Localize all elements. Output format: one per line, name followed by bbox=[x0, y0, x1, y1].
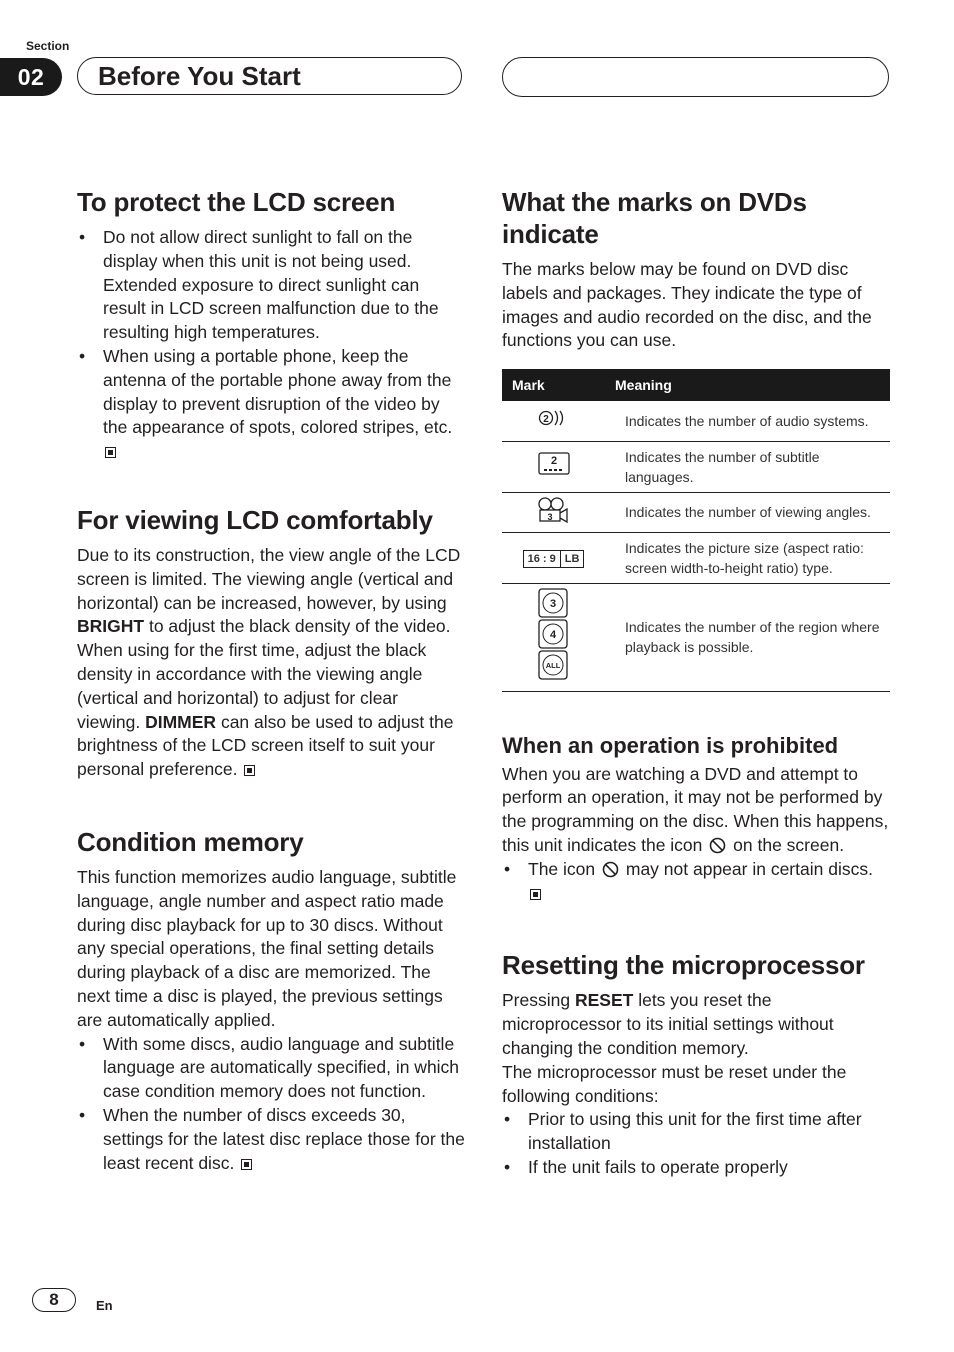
table-header-meaning: Meaning bbox=[605, 369, 890, 401]
list-item: • The icon may not appear in certain discs. bbox=[502, 858, 890, 906]
aspect-ratio-icon: 16 : 9 LB bbox=[502, 532, 605, 583]
svg-text:2: 2 bbox=[550, 455, 557, 468]
table-row bbox=[502, 532, 890, 583]
section-number-badge: 02 bbox=[0, 58, 62, 96]
heading-prohibited: When an operation is prohibited bbox=[502, 732, 839, 758]
list-item: • When the number of discs exceeds 30, settings for the latest disc replace those for the least recent disc. bbox=[77, 1104, 465, 1175]
marks-table bbox=[502, 369, 890, 692]
prohibited-icon bbox=[602, 861, 619, 878]
heading-dvd-marks: What the marks on DVDs indicate bbox=[502, 187, 807, 249]
condition-list bbox=[77, 1033, 465, 1176]
svg-text:2: 2 bbox=[542, 414, 549, 426]
left-column bbox=[77, 186, 465, 1175]
reset-list bbox=[502, 1108, 890, 1179]
meaning-cell: Indicates the number of subtitle languages. bbox=[605, 441, 890, 492]
meaning-cell: Indicates the picture size (aspect ratio: screen width-to-height ratio) type. bbox=[605, 532, 890, 583]
meaning-cell: Indicates the number of audio systems. bbox=[605, 401, 890, 441]
heading-reset: Resetting the microprocessor bbox=[502, 950, 865, 981]
condition-paragraph: This function memorizes audio language, subtitle language, angle number and aspect ratio made during disc playback for up to 30 discs. Without any special operations, the final setting details during playback of a disc are memorized. The next time a disc is played, the previous settings are automatically applied. bbox=[77, 866, 457, 1030]
viewing-paragraph: Due to its construction, the view angle of the LCD screen is limited. The viewing angle (vertical and horizontal) can be increased, however, by using BRIGHT to adjust the black density of the video. When using for the first time, adjust the black density in accordance with the viewing angle (vertical and horizontal) to adjust for clear viewing. DIMMER can also be used to adjust the brightness of the LCD screen itself to suit your personal preference. bbox=[77, 544, 461, 780]
section-label: Section bbox=[26, 39, 70, 53]
reset-conditions: The microprocessor must be reset under the following conditions: bbox=[502, 1061, 847, 1106]
audio-systems-icon bbox=[502, 401, 605, 441]
end-mark-icon bbox=[530, 889, 541, 900]
right-column bbox=[502, 186, 890, 1180]
list-item: • When using a portable phone, keep the antenna of the portable phone away from the display to prevent disruption of the video by the appearance of spots, colored stripes, etc. bbox=[77, 345, 465, 464]
svg-text:3: 3 bbox=[549, 597, 556, 610]
lcd-protect-list bbox=[77, 226, 465, 464]
list-item: • With some discs, audio language and subtitle language are automatically specified, in which case condition memory does not function. bbox=[77, 1033, 465, 1104]
svg-text:3: 3 bbox=[546, 511, 553, 522]
section-title: Before You Start bbox=[77, 57, 462, 95]
region-icon bbox=[502, 583, 605, 691]
marks-intro: The marks below may be found on DVD disc labels and packages. They indicate the type of images and audio recorded on the disc, and the functions you can use. bbox=[502, 259, 872, 351]
list-item: • Do not allow direct sunlight to fall on the display when this unit is not being used. Extended exposure to direct sunlight can result in LCD screen malfunction due to the resulting high temperatures. bbox=[77, 226, 465, 345]
heading-lcd-protect: To protect the LCD screen bbox=[77, 187, 396, 217]
empty-header-pill bbox=[502, 57, 889, 97]
heading-viewing: For viewing LCD comfortably bbox=[77, 504, 433, 535]
svg-text:4: 4 bbox=[549, 628, 556, 641]
table-row bbox=[502, 492, 890, 532]
end-mark-icon bbox=[241, 1159, 252, 1170]
table-header-mark: Mark bbox=[502, 369, 605, 401]
table-row bbox=[502, 441, 890, 492]
prohibited-list bbox=[502, 858, 890, 906]
camera-angle-icon bbox=[502, 492, 605, 532]
list-item: • Prior to using this unit for the first time after installation bbox=[502, 1108, 890, 1156]
list-item: • If the unit fails to operate properly bbox=[502, 1156, 890, 1180]
prohibited-paragraph: When you are watching a DVD and attempt to perform an operation, it may not be performed by the programming on the disc. When this happens, this unit indicates the icon on the screen. bbox=[502, 763, 889, 856]
language-label: En bbox=[96, 1298, 113, 1313]
page-number: 8 bbox=[32, 1288, 76, 1312]
end-mark-icon bbox=[105, 447, 116, 458]
subtitle-icon bbox=[502, 441, 605, 492]
heading-condition-memory: Condition memory bbox=[77, 826, 304, 857]
table-row bbox=[502, 401, 890, 441]
meaning-cell: Indicates the number of the region where playback is possible. bbox=[605, 583, 890, 691]
end-mark-icon bbox=[244, 765, 255, 776]
meaning-cell: Indicates the number of viewing angles. bbox=[605, 492, 890, 532]
table-row bbox=[502, 583, 890, 691]
prohibited-icon bbox=[709, 837, 726, 854]
reset-paragraph: Pressing RESET lets you reset the microprocessor to its initial settings without changing the condition memory. bbox=[502, 990, 834, 1059]
svg-text:ALL: ALL bbox=[545, 660, 560, 670]
